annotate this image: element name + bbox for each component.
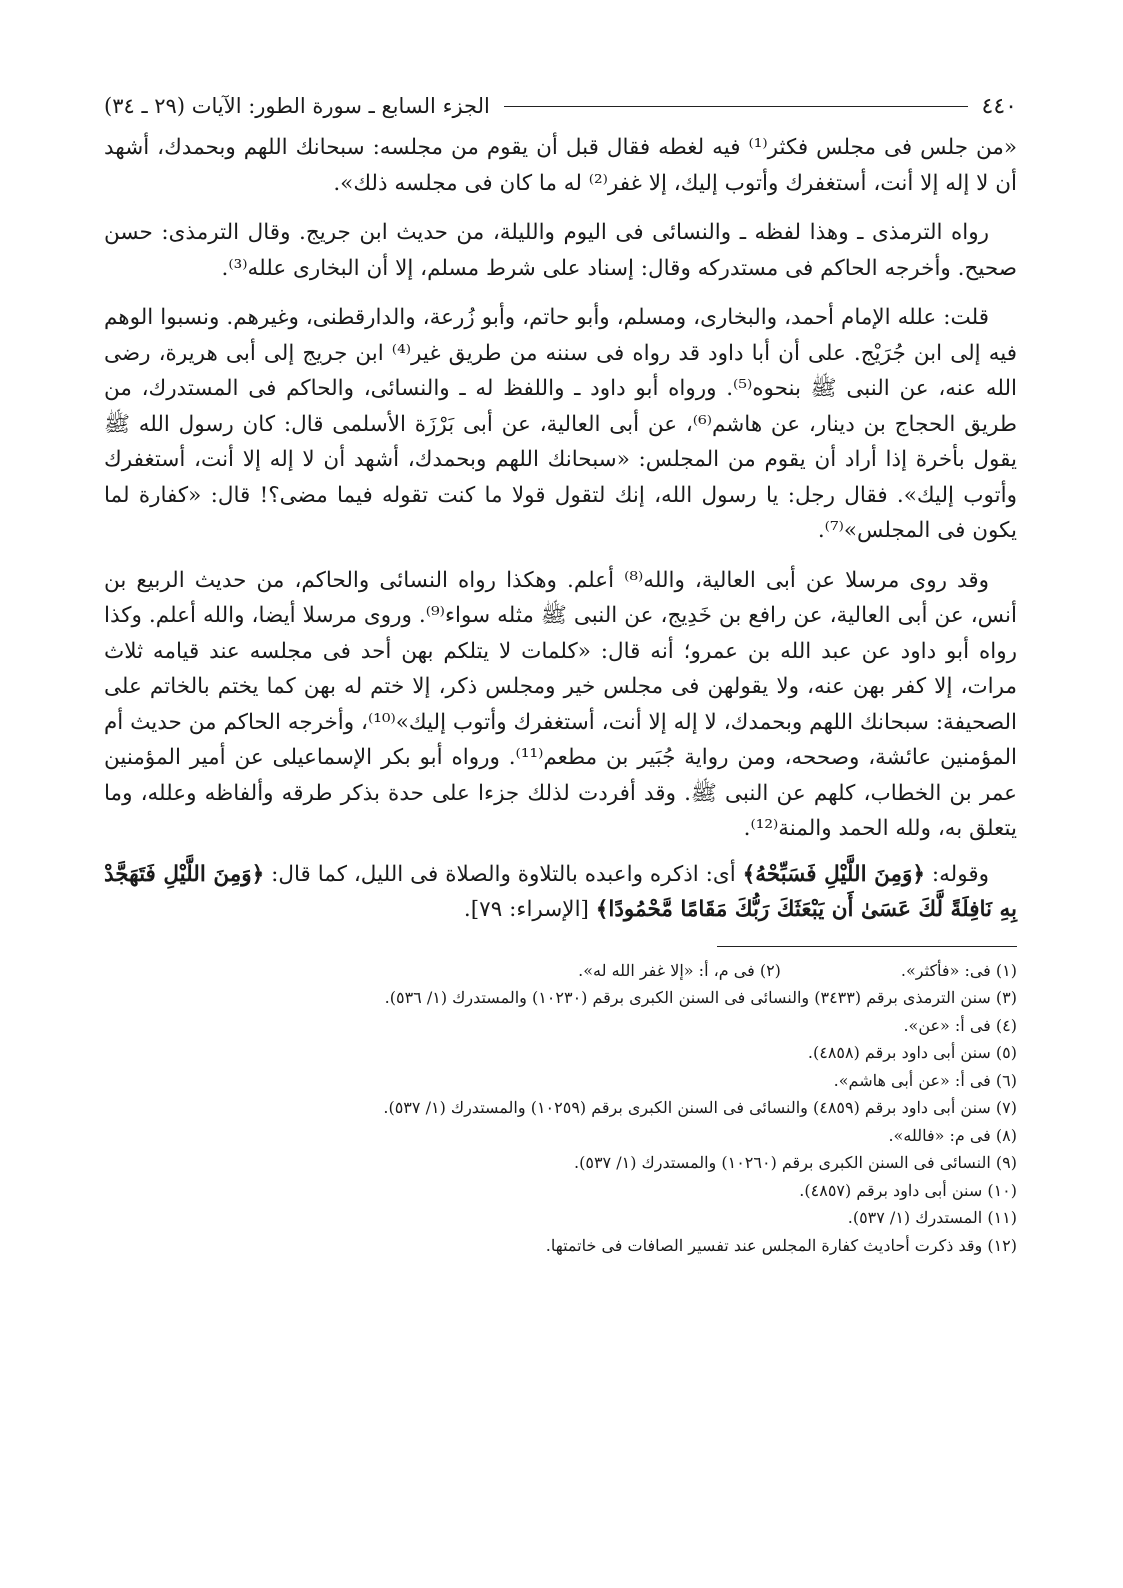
header-rule xyxy=(504,106,968,107)
running-title: الجزء السابع ـ سورة الطور: الآيات (٢٩ ـ ٣٤) xyxy=(104,94,490,118)
footnote-5: (٥) سنن أبى داود برقم (٤٨٥٨). xyxy=(807,1043,1017,1062)
footnote-rule xyxy=(717,946,1017,947)
verse-lead: وقوله: xyxy=(924,861,989,887)
page-number: ٤٤٠ xyxy=(981,93,1017,119)
footnote-1: (١) فى: «فأكثر». xyxy=(900,960,1017,980)
footnote-row xyxy=(104,1204,1017,1232)
footnote-3: (٣) سنن الترمذى برقم (٣٤٣٣) والنسائى فى السنن الكبرى برقم (١٠٢٣٠) والمستدرك (١/ ٥٣٦). xyxy=(384,988,1017,1007)
footnote-10: (١٠) سنن أبى داود برقم (٤٨٥٧). xyxy=(799,1180,1017,1200)
footnote-8: (٨) فى م: «فالله». xyxy=(888,1125,1017,1145)
footnote-row xyxy=(104,1122,1017,1150)
footnote-row xyxy=(104,957,1017,985)
footnote-row xyxy=(104,1039,1017,1067)
paragraph-tirmidhi: رواه الترمذى ـ وهذا لفظه ـ والنسائى فى اليوم والليلة، من حديث ابن جريج. وقال الترمذى: حسن صحيح. وأخرجه الحاكم فى مستدركه وقال: إسناد على شرط مسلم، إلا أن البخارى علله⁽³⁾. xyxy=(104,220,1017,281)
footnote-11: (١١) المستدرك (١/ ٥٣٧). xyxy=(847,1208,1017,1227)
footnote-row xyxy=(104,1149,1017,1177)
footnote-2: (٢) فى م، أ: «إلا غفر الله له». xyxy=(578,960,781,980)
footnote-9: (٩) النسائى فى السنن الكبرى برقم (١٠٢٦٠) والمستدرك (١/ ٥٣٧). xyxy=(574,1153,1017,1172)
footnote-row xyxy=(104,1094,1017,1122)
footnote-7: (٧) سنن أبى داود برقم (٤٨٥٩) والنسائى فى السنن الكبرى برقم (١٠٢٥٩) والمستدرك (١/ ٥٣٧). xyxy=(383,1098,1017,1117)
page-header xyxy=(104,86,1017,126)
quran-verse-2: ﴿وَمِنَ اللَّيْلِ فَتَهَجَّدْ بِهِ نَافِلَةً لَّكَ عَسَىٰ أَن يَبْعَثَكَ رَبُّكَ مَقَامًا مَّحْمُودًا﴾ xyxy=(104,861,1017,922)
verse-middle: أى: اذكره واعبده بالتلاوة والصلاة فى الليل، كما قال: xyxy=(264,861,743,887)
paragraph-mursal: وقد روى مرسلا عن أبى العالية، والله⁽⁸⁾ أعلم. وهكذا رواه النسائى والحاكم، من حديث الربيع بن أنس، عن أبى العالية، عن رافع بن خَدِيج، عن النبى ﷺ مثله سواء⁽⁹⁾. وروى مرسلا أيضا، والله أعلم. وكذا رواه أبو داود عن عبد الله بن عمرو؛ أنه قال: «كلمات لا يتلكم بهن أحد فى مجلسه عند قيامه ثلاث مرات، إلا كفر بهن عنه، ولا يقولهن فى مجلس خير ومجلس ذكر، إلا ختم له بهن كما يختم بالخاتم على الصحيفة: سبحانك اللهم وبحمدك، لا إله إلا أنت، أستغفرك وأتوب إليك»⁽¹⁰⁾، وأخرجه الحاكم من حديث أم المؤمنين عائشة، وصححه، ومن رواية جُبَير بن مطعم⁽¹¹⁾. ورواه أبو بكر الإسماعيلى عن أمير المؤمنين عمر بن الخطاب، كلهم عن النبى ﷺ. وقد أفردت لذلك جزءا على حدة بذكر طرقه وألفاظه وعلله، وما يتعلق به، ولله الحمد والمنة⁽¹²⁾. xyxy=(104,567,1018,841)
footnote-12: (١٢) وقد ذكرت أحاديث كفارة المجلس عند تفسير الصافات فى خاتمتها. xyxy=(545,1235,1017,1255)
paragraph-illah: قلت: علله الإمام أحمد، والبخارى، ومسلم، وأبو حاتم، وأبو زُرعة، والدارقطنى، وغيرهم. ونسبوا الوهم فيه إلى ابن جُرَيْج. على أن أبا داود قد رواه فى سننه من طريق غير⁽⁴⁾ ابن جريج إلى أبى هريرة، رضى الله عنه، عن النبى ﷺ بنحوه⁽⁵⁾. ورواه أبو داود ـ واللفظ له ـ والنسائى، والحاكم فى المستدرك، من طريق الحجاج بن دينار، عن هاشم⁽⁶⁾، عن أبى العالية، عن أبى بَرْزَة الأسلمى قال: كان رسول الله ﷺ يقول بأخرة إذا أراد أن يقوم من المجلس: «سبحانك اللهم وبحمدك، أشهد أن لا إله إلا أنت، أستغفرك وأتوب إليك». فقال رجل: يا رسول الله، إنك لتقول قولا ما كنت تقوله فيما مضى؟! قال: «كفارة لما يكون فى المجلس»⁽⁷⁾. xyxy=(104,305,1017,543)
footnotes xyxy=(104,957,1017,1260)
footnote-row xyxy=(104,1012,1017,1040)
footnote-4: (٤) فى أ: «عن». xyxy=(903,1015,1017,1035)
paragraph-hadith: «من جلس فى مجلس فكثر⁽¹⁾ فيه لغطه فقال قبل أن يقوم من مجلسه: سبحانك اللهم وبحمدك، أشهد أن لا إله إلا أنت، أستغفرك وأتوب إليك، إلا غفر⁽²⁾ له ما كان فى مجلسه ذلك». xyxy=(104,135,1017,196)
quran-verse-1: ﴿وَمِنَ اللَّيْلِ فَسَبِّحْهُ﴾ xyxy=(742,861,925,887)
footnote-row xyxy=(104,1177,1017,1205)
footnote-row xyxy=(104,984,1017,1012)
main-text xyxy=(104,130,1017,928)
paragraph-verse xyxy=(104,857,1017,928)
footnote-6: (٦) فى أ: «عن أبى هاشم». xyxy=(833,1070,1017,1090)
footnote-row xyxy=(104,1067,1017,1095)
footnote-row xyxy=(104,1232,1017,1260)
verse-reference: [الإسراء: ٧٩]. xyxy=(463,897,596,922)
